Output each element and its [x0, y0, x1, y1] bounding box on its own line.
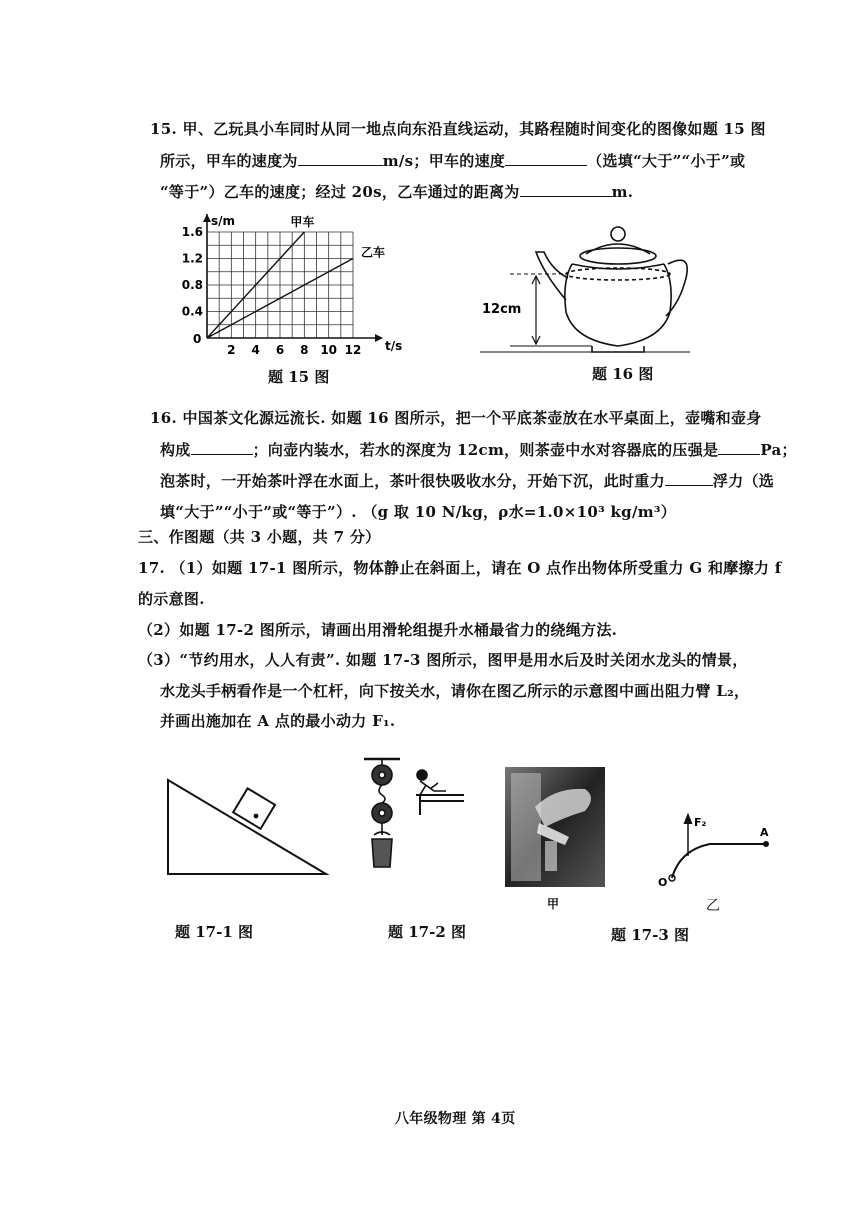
fig17-3-photo: [505, 767, 605, 887]
q16-text: Pa；: [760, 441, 797, 459]
q17-line1: 17. （1）如题 17-1 图所示，物体静止在斜面上，请在 O 点作出物体所受重力 G 和摩擦力 f: [138, 559, 782, 577]
fig17-3-sub-yi: 乙: [706, 898, 720, 914]
page-footer: 八年级物理 第 4页: [395, 1111, 516, 1127]
q15-text: “等于”）乙车的速度；经过 20s，乙车通过的距离为: [160, 183, 520, 201]
q15-text: （选填“大于”“小于”或: [587, 152, 746, 170]
section-title: 三、作图题（共 3 小题，共 7 分）: [138, 528, 381, 546]
fig17-2-caption: 题 17-2 图: [388, 923, 466, 941]
label-f2: F₂: [694, 816, 707, 829]
q17-line4: （3）“节约用水，人人有责”. 如题 17-3 图所示，图甲是用水后及时关闭水龙头的情景，: [138, 651, 748, 669]
x-tick-label: 8: [300, 343, 309, 357]
q15-line3: [160, 181, 633, 202]
y-axis-label: s/m: [211, 214, 236, 228]
answer-blank[interactable]: [718, 440, 760, 455]
point-o: [254, 814, 259, 819]
q17-line5: 水龙头手柄看作是一个杠杆，向下按关水，请你在图乙所示的示意图中画出阻力臂 L₂，: [160, 682, 750, 700]
q16-text: 浮力（选: [712, 472, 775, 490]
q15-text: m.: [611, 183, 634, 201]
answer-blank[interactable]: [520, 182, 612, 197]
fig16-teapot: [470, 212, 700, 362]
label-o: O: [658, 876, 668, 889]
q16-line4: 填“大于”“小于”或“等于”）. （g 取 10 N/kg，ρ水=1.0×10³ kg/m³）: [160, 503, 677, 521]
x-tick-label: 2: [227, 343, 236, 357]
q17-line6: 并画出施加在 A 点的最小动力 F₁.: [160, 712, 396, 730]
q17-line2: 的示意图.: [138, 590, 205, 608]
x-tick-label: 10: [320, 343, 338, 357]
answer-blank[interactable]: [298, 151, 383, 166]
y-tick-label: 1.6: [181, 225, 203, 239]
fig17-3-sub-jia: 甲: [547, 897, 560, 911]
x-tick-label: 12: [344, 343, 362, 357]
series-label: 乙车: [361, 245, 386, 260]
q16-line3: [160, 470, 774, 491]
fig17-1-caption: 题 17-1 图: [175, 923, 253, 941]
q16-text: 泡茶时，一开始茶叶浮在水面上，茶叶很快吸收水分，开始下沉，此时重力: [160, 472, 665, 490]
fig16-caption: 题 16 图: [592, 365, 654, 383]
q16-text: 构成: [160, 441, 191, 459]
y-tick-label: 1.2: [181, 251, 203, 266]
q16-line1: 16. 中国茶文化源远流长. 如题 16 图所示，把一个平底茶壶放在水平桌面上，壶嘴和壶身: [150, 409, 762, 427]
x-tick-label: 6: [275, 343, 285, 357]
q15-line1: 15. 甲、乙玩具小车同时从同一地点向东沿直线运动，其路程随时间变化的图像如题 15 图: [150, 120, 766, 138]
origin-label: 0: [193, 332, 202, 346]
fig16-height-label: 12cm: [482, 302, 522, 317]
series-label: 甲车: [290, 215, 315, 229]
fig17-3-caption: 题 17-3 图: [611, 926, 689, 944]
y-axis-arrow: [203, 214, 211, 222]
answer-blank[interactable]: [665, 471, 713, 486]
q17-line3: （2）如题 17-2 图所示，请画出用滑轮组提升水桶最省力的绕绳方法.: [138, 621, 618, 639]
answer-blank[interactable]: [191, 440, 253, 455]
label-a: A: [760, 826, 769, 839]
fig17-3-lever: [650, 800, 785, 895]
q15-text: 所示，甲车的速度为: [160, 152, 298, 170]
answer-blank[interactable]: [505, 151, 587, 166]
x-axis-label: t/s: [385, 339, 403, 353]
x-axis-arrow: [375, 334, 383, 342]
fig15-chart: [175, 205, 405, 365]
q15-text: m/s；甲车的速度: [382, 152, 506, 170]
q15-line2: [160, 150, 745, 171]
q16-line2: [160, 439, 797, 460]
y-tick-label: 0.4: [181, 304, 203, 319]
fig17-1-incline: [160, 770, 335, 880]
fig15-caption: 题 15 图: [268, 368, 330, 386]
y-tick-label: 0.8: [181, 278, 203, 292]
x-tick-label: 4: [251, 343, 260, 357]
q16-text: ；向壶内装水，若水的深度为 12cm，则茶壶中水对容器底的压强是: [252, 441, 719, 459]
fig17-2-pulley: [360, 755, 470, 895]
